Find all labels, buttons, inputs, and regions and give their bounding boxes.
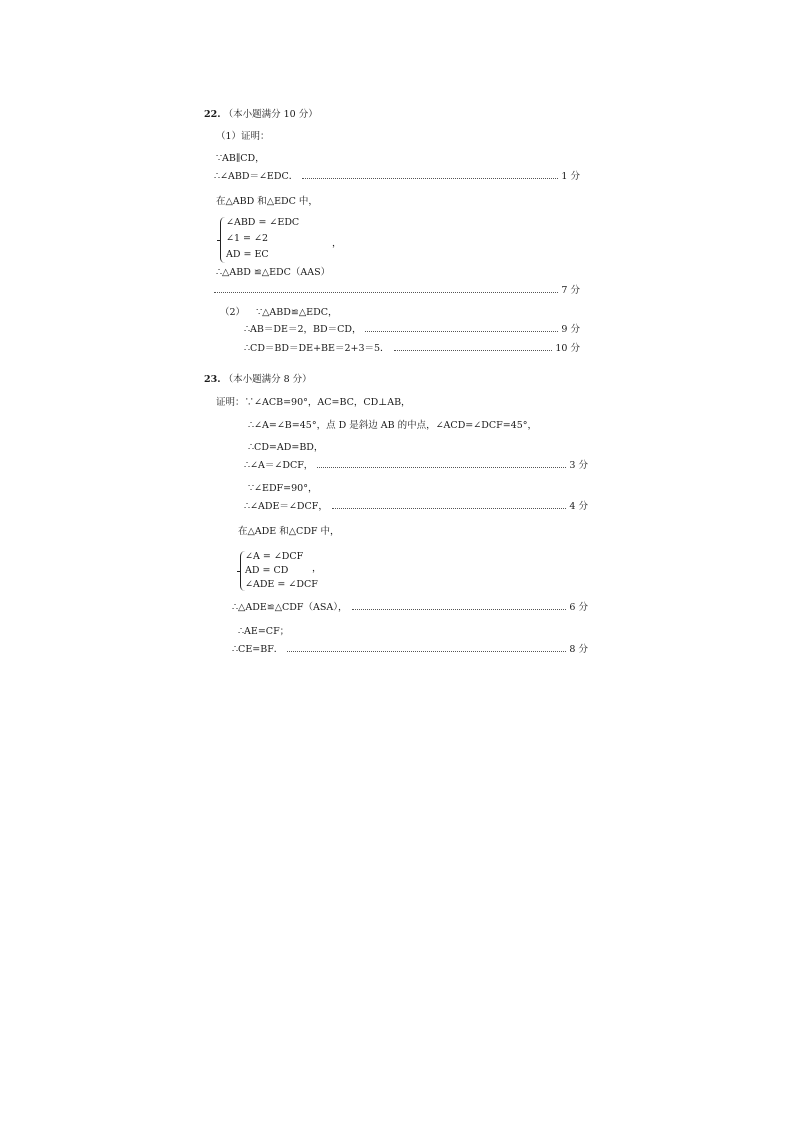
q23-score-3: 6 分 bbox=[569, 602, 588, 613]
q22-heading bbox=[204, 109, 318, 121]
q23-line-congruent: ∴△ADE≌△CDF（ASA）， bbox=[232, 602, 348, 613]
q22-line-angles: ∴∠ABD＝∠EDC． bbox=[214, 171, 299, 182]
q23-system-eq3: ∠ADE = ∠DCF bbox=[245, 579, 318, 590]
q22-score-2-row bbox=[214, 285, 580, 297]
q23-line10-row bbox=[232, 644, 588, 656]
q23-system-eq1: ∠A = ∠DCF bbox=[245, 551, 304, 562]
q22-number: 22. bbox=[204, 109, 221, 120]
q22-line-triangles: 在△ABD 和△EDC 中， bbox=[216, 196, 318, 207]
q22-score-2: 7 分 bbox=[561, 285, 580, 296]
q22-system-eq2: ∠1 = ∠2 bbox=[226, 233, 269, 244]
q22-system-brace bbox=[220, 217, 225, 263]
q22-score-note: （本小题满分 10 分） bbox=[223, 109, 318, 120]
q22-score-1: 1 分 bbox=[561, 171, 580, 182]
q22-score-3: 9 分 bbox=[561, 324, 580, 335]
q22-line-angles-row bbox=[214, 171, 580, 183]
q23-line-edf: ∵∠EDF=90°， bbox=[248, 483, 318, 494]
q22-part2-label: （2） ∵△ABD≌△EDC， bbox=[220, 307, 338, 318]
q22-system-comma: ， bbox=[332, 238, 342, 249]
leader-dots bbox=[214, 291, 558, 293]
leader-dots bbox=[317, 466, 566, 468]
q23-line4-row bbox=[244, 460, 588, 472]
q22-system-eq3: AD = EC bbox=[226, 249, 269, 260]
q22-part2-line3-row bbox=[244, 343, 580, 355]
q23-heading bbox=[204, 374, 312, 386]
q22-system-eq1: ∠ABD = ∠EDC bbox=[226, 217, 300, 228]
q22-part2-line2-row bbox=[244, 324, 580, 336]
q22-score-4: 10 分 bbox=[555, 343, 580, 354]
q23-system-eq2: AD = CD bbox=[245, 565, 289, 576]
q22-line-parallel: ∵AB∥CD， bbox=[216, 153, 265, 164]
leader-dots bbox=[352, 608, 567, 610]
leader-dots bbox=[332, 507, 567, 509]
leader-dots bbox=[365, 330, 558, 332]
q22-part2-line2: ∴AB＝DE＝2，BD＝CD， bbox=[244, 324, 362, 335]
q23-score-1: 3 分 bbox=[569, 460, 588, 471]
q23-line-cd-ad-bd: ∴CD=AD=BD， bbox=[248, 442, 324, 453]
q23-score-4: 8 分 bbox=[569, 644, 588, 655]
q22-part1-label: （1）证明： bbox=[216, 131, 270, 142]
q23-number: 23. bbox=[204, 374, 221, 385]
q23-line6-row bbox=[244, 501, 588, 513]
q23-system-comma: ， bbox=[312, 563, 322, 574]
q23-line-angles: ∴∠A=∠B=45°，点 D 是斜边 AB 的中点，∠ACD=∠DCF=45°， bbox=[248, 420, 538, 431]
q23-line-a-dcf: ∴∠A＝∠DCF， bbox=[244, 460, 314, 471]
q22-part2-line1: ∵△ABD≌△EDC， bbox=[256, 307, 338, 318]
q23-score-note: （本小题满分 8 分） bbox=[223, 374, 312, 385]
q23-score-2: 4 分 bbox=[569, 501, 588, 512]
q22-line-congruent: ∴△ABD ≌△EDC（AAS） bbox=[216, 267, 331, 278]
q23-line-ce-bf: ∴CE=BF． bbox=[232, 644, 284, 655]
q23-line-ae-cf: ∴AE=CF； bbox=[238, 626, 290, 637]
q22-part2-line3: ∴CD＝BD＝DE+BE＝2+3＝5． bbox=[244, 343, 390, 354]
q23-line-ade-dcf: ∴∠ADE＝∠DCF， bbox=[244, 501, 328, 512]
q23-line-given: 证明：∵∠ACB=90°，AC=BC，CD⊥AB， bbox=[216, 397, 411, 408]
q23-line-triangles: 在△ADE 和△CDF 中， bbox=[238, 526, 340, 537]
leader-dots bbox=[302, 177, 558, 179]
q23-line8-row bbox=[232, 602, 588, 614]
leader-dots bbox=[394, 349, 553, 351]
leader-dots bbox=[287, 650, 566, 652]
